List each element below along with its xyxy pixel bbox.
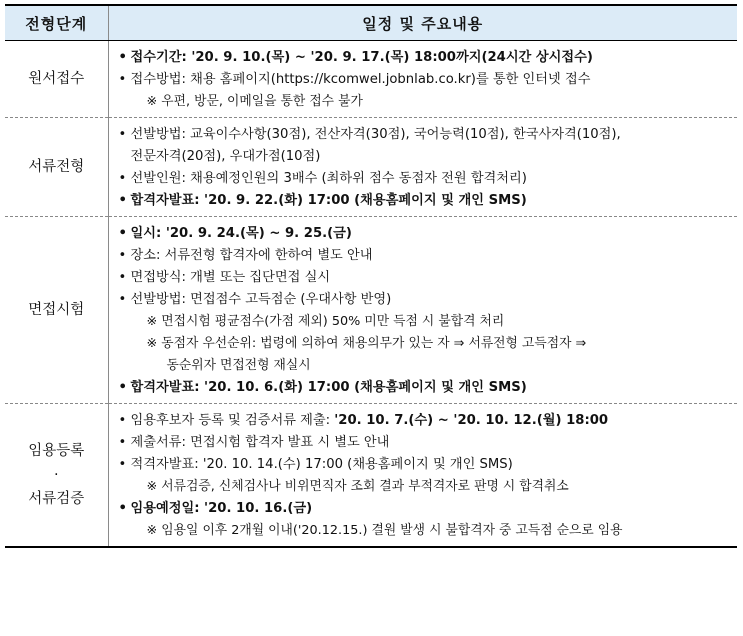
list-item: • 면접방식: 개별 또는 집단면접 실시 [118, 270, 331, 285]
table-row-document-screening [5, 118, 737, 217]
list-item: • 제출서류: 면접시험 합격자 발표 시 별도 안내 [118, 435, 390, 450]
stage-appointment [5, 404, 108, 548]
content-appointment [108, 404, 737, 548]
table-header-row [5, 5, 737, 41]
list-item: • 접수방법: 채용 홈페이지(https://kcomwel.jobnlab.co.kr)를 통한 인터넷 접수 [118, 72, 591, 87]
table-row-appointment [5, 404, 737, 548]
note-item-continued: 동순위자 면접전형 재실시 [166, 358, 311, 373]
list-item: • 적격자발표: '20. 10. 14.(수) 17:00 (채용홈페이지 및 개인 SMS) [118, 457, 513, 472]
content-document-screening [108, 118, 737, 217]
content-application [108, 41, 737, 118]
table-row-application [5, 41, 737, 118]
stage-appointment-line: 서류검증 [28, 491, 85, 507]
note-item: ※ 임용일 이후 2개월 이내('20.12.15.) 결원 발생 시 불합격자 중 고득점 순으로 임용 [146, 523, 623, 538]
note-item: ※ 면접시험 평균점수(가점 제외) 50% 미만 득점 시 불합격 처리 [146, 314, 505, 329]
content-interview [108, 217, 737, 404]
stage-appointment-line: 임용등록 [28, 443, 85, 459]
list-item: • 선발방법: 면접점수 고득점순 (우대사항 반영) [118, 292, 392, 307]
stage-appointment-dot: · [53, 467, 59, 483]
note-item: ※ 동점자 우선순위: 법령에 의하여 채용의무가 있는 자 ⇒ 서류전형 고득점자 ⇒ [146, 336, 587, 351]
header-content: 일정 및 주요내용 [108, 5, 737, 41]
list-item: • 장소: 서류전형 합격자에 한하여 별도 안내 [118, 248, 373, 263]
stage-interview: 면접시험 [5, 217, 108, 404]
note-item: ※ 우편, 방문, 이메일을 통한 접수 불가 [146, 94, 363, 109]
list-item: • 임용예정일: '20. 10. 16.(금) [118, 501, 313, 516]
list-item-continued: 전문자격(20점), 우대가점(10점) [130, 149, 321, 164]
note-item: ※ 서류검증, 신체검사나 비위면직자 조회 결과 부적격자로 판명 시 합격취소 [146, 479, 569, 494]
list-item: • 합격자발표: '20. 10. 6.(화) 17:00 (채용홈페이지 및 개인 SMS) [118, 380, 527, 395]
table-row-interview [5, 217, 737, 404]
list-item: • 임용후보자 등록 및 검증서류 제출: '20. 10. 7.(수) ~ '20. 10. 12.(월) 18:00 [118, 413, 609, 428]
list-item: • 접수기간: '20. 9. 10.(목) ~ '20. 9. 17.(목) 18:00까지(24시간 상시접수) [118, 50, 593, 65]
list-item: • 선발방법: 교육이수사항(30점), 전산자격(30점), 국어능력(10점), 한국사자격(10점), [118, 127, 621, 142]
recruitment-schedule-table [5, 4, 737, 548]
stage-document-screening: 서류전형 [5, 118, 108, 217]
stage-application: 원서접수 [5, 41, 108, 118]
header-stage: 전형단계 [5, 5, 108, 41]
list-item: • 합격자발표: '20. 9. 22.(화) 17:00 (채용홈페이지 및 개인 SMS) [118, 193, 527, 208]
list-item: • 선발인원: 채용예정인원의 3배수 (최하위 점수 동점자 전원 합격처리) [118, 171, 527, 186]
list-item: • 일시: '20. 9. 24.(목) ~ 9. 25.(금) [118, 226, 352, 241]
